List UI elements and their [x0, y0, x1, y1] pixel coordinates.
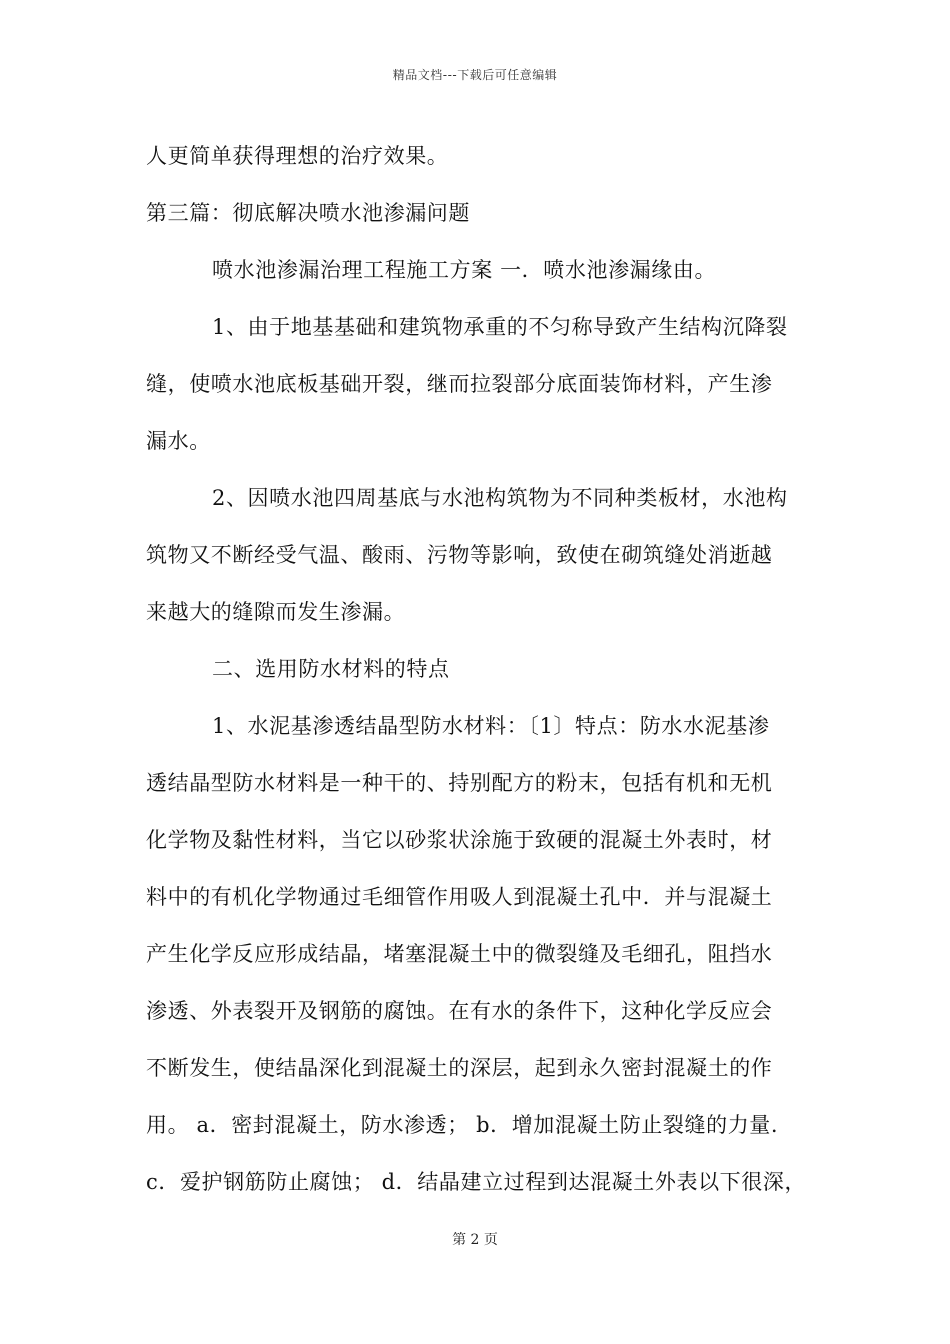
subsection-heading: 二、选用防水材料的特点 [212, 657, 450, 681]
paragraph-line: 人更简单获得理想的治疗效果。 [146, 144, 449, 168]
paragraph-line: 漏水。 [146, 429, 211, 453]
paragraph-line: 产生化学反应形成结晶，堵塞混凝土中的微裂缝及毛细孔，阻挡水 [146, 942, 773, 966]
page-header: 精品文档---下载后可任意编辑 [392, 68, 558, 82]
paragraph-line: 喷水池渗漏治理工程施工方案 一．喷水池渗漏缘由。 [212, 258, 717, 282]
paragraph-line: c．爱护钢筋防止腐蚀； d．结晶建立过程到达混凝土外表以下很深， [146, 1170, 807, 1194]
paragraph-line: 2、因喷水池四周基底与水池构筑物为不同种类板材，水池构 [212, 486, 788, 510]
paragraph-line: 不断发生，使结晶深化到混凝土的深层，起到永久密封混凝土的作 [146, 1056, 773, 1080]
section-heading: 第三篇：彻底解决喷水池渗漏问题 [146, 201, 470, 225]
paragraph-line: 渗透、外表裂开及钢筋的腐蚀。在有水的条件下，这种化学反应会 [146, 999, 773, 1023]
paragraph-line: 化学物及黏性材料，当它以砂浆状涂施于致硬的混凝土外表时，材 [146, 828, 773, 852]
page-number: 第 2 页 [452, 1232, 498, 1248]
paragraph-line: 1、水泥基渗透结晶型防水材料：〔1〕特点：防水水泥基渗 [212, 714, 770, 738]
paragraph-line: 用。 a．密封混凝土，防水渗透； b．增加混凝土防止裂缝的力量. [146, 1113, 779, 1137]
paragraph-line: 透结晶型防水材料是一种干的、持别配方的粉末，包括有机和无机 [146, 771, 773, 795]
paragraph-line: 缝，使喷水池底板基础开裂，继而拉裂部分底面装饰材料，产生渗 [146, 372, 773, 396]
document-body [146, 128, 816, 1211]
paragraph-line: 1、由于地基基础和建筑物承重的不匀称导致产生结构沉降裂 [212, 315, 788, 339]
paragraph-line: 筑物又不断经受气温、酸雨、污物等影响，致使在砌筑缝处消逝越 [146, 543, 773, 567]
paragraph-line: 来越大的缝隙而发生渗漏。 [146, 600, 406, 624]
paragraph-line: 料中的有机化学物通过毛细管作用吸人到混凝土孔中．并与混凝土 [146, 885, 773, 909]
